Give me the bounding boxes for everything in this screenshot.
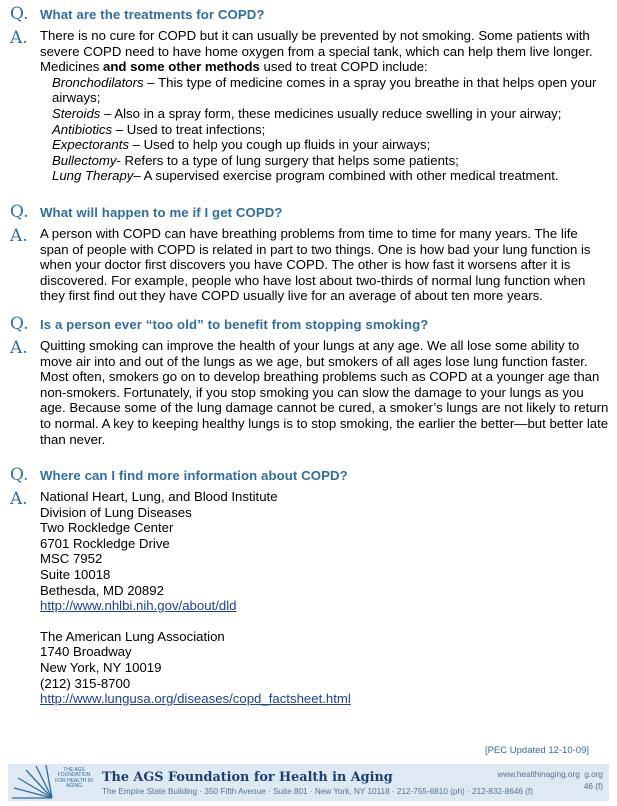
treatment-item: Expectorants – Used to help you cough up fluids in your airways;: [52, 137, 431, 153]
answer-body: Quitting smoking can improve the health of your lungs at any age. We all lose some ability to move air into and out of the lungs as we age, but smokers of all ages lose lung function faster. Most often, smokers go on to develop breathing problems such as COPD at a younger age than non-smokers. Fortunately, if you stop smoking you can slow the damage to your lungs as you age. Because some of the lung damage cannot be cured, a smoker’s lungs are not likely to return to normal. A key to keeping healthy lungs is to stop smoking, the earlier the better—but better late than never.: [40, 338, 609, 447]
phone-number: (212) 315-8700: [40, 675, 131, 691]
question-mark: Q.: [10, 465, 29, 485]
qa-block-prognosis: [10, 202, 609, 304]
answer-mark: A.: [10, 226, 28, 246]
treatment-list: [40, 75, 609, 184]
address-line: Suite 10018: [40, 566, 111, 582]
treatment-item: Steroids – Also in a spray form, these medicines usually reduce swelling in your airway;: [52, 105, 562, 121]
question-mark: Q.: [10, 202, 29, 222]
resource-ala: [40, 629, 351, 707]
footer-fragment: 46 (f): [583, 782, 603, 791]
question-text: What are the treatments for COPD?: [40, 7, 265, 22]
answer-mark: A.: [10, 338, 28, 358]
treatment-item: Lung Therapy– A supervised exercise program combined with other medical treatment.: [52, 168, 559, 184]
org-name: National Heart, Lung, and Blood Institute: [40, 489, 278, 504]
address-line: Two Rockledge Center: [40, 520, 174, 536]
question-text: What will happen to me if I get COPD?: [40, 205, 283, 220]
question-text: Where can I find more information about COPD?: [40, 468, 348, 483]
treatment-item: Antibiotics – Used to treat infections;: [52, 121, 266, 137]
footer-address: The Empire State Building · 350 Fifth Avenue · Suite 801 · New York, NY 10118 · 212-755-6810 (ph) · 212-832-8646 (f): [102, 786, 534, 796]
footer-website[interactable]: www.healthinaging.org: [497, 770, 580, 779]
org-name: The American Lung Association: [40, 628, 225, 644]
qa-block-more-info: [10, 465, 609, 707]
footer-right: [497, 769, 603, 793]
address-line: MSC 7952: [40, 551, 103, 567]
answer-body: There is no cure for COPD but it can usually be prevented by not smoking. Some patients with severe COPD need to have home oxygen from a special tank, which can help them live longer. Medicines and some other methods used to treat COPD include: Bronchodilators – This type of medicine comes in a spray you breathe in that helps open your airways; Steroids – Also in a spray form, these medicines usually reduce swelling in your airway; Antibiotics – Used to treat infections; Expectorants – Used to help you cough up fluids in your airways; Bullectomy- Refers to a type of lung surgery that helps some patients; Lung Therapy– A supervised exercise program combined with other medical treatment.: [40, 28, 609, 184]
resource-nhlbi: [40, 489, 351, 614]
treatment-item: Bronchodilators – This type of medicine comes in a spray you breathe in that helps open your airways;: [52, 74, 597, 106]
address-line: 1740 Broadway: [40, 644, 132, 660]
footer-org-name: The AGS Foundation for Health in Aging: [102, 769, 393, 785]
answer-body: A person with COPD can have breathing problems from time to time for many years. The life span of people with COPD is related in part to two things. One is how bad your lung function is when your doctor first discovers you have COPD. The other is how fast it worsens after it is discovered. For example, people who have lost about two-thirds of normal lung function when they first find out they have COPD usually live for an average of about ten more years.: [40, 226, 591, 304]
footer: [8, 764, 609, 801]
resource-list: [40, 489, 351, 707]
lungusa-link[interactable]: http://www.lungusa.org/diseases/copd_factsheet.html: [40, 691, 351, 707]
ags-logo: [8, 764, 98, 801]
qa-block-too-old: [10, 314, 609, 447]
logo-text: THE AGS FOUNDATION FOR HEALTH IN AGING: [55, 767, 93, 790]
question-mark: Q.: [10, 314, 29, 334]
nhlbi-link[interactable]: http://www.nhlbi.nih.gov/about/dld: [40, 598, 237, 614]
qa-block-treatments: [10, 4, 609, 184]
question-text: Is a person ever “too old” to benefit from stopping smoking?: [40, 317, 429, 332]
address-line: Bethesda, MD 20892: [40, 582, 164, 598]
question-mark: Q.: [10, 4, 29, 24]
answer-mark: A.: [10, 28, 28, 48]
sunburst-icon: [8, 764, 54, 801]
updated-note: [PEC Updated 12-10-09]: [484, 745, 589, 756]
address-line: Division of Lung Diseases: [40, 504, 192, 520]
treatment-item: Bullectomy- Refers to a type of lung surgery that helps some patients;: [52, 152, 459, 168]
footer-fragment: g.org: [584, 770, 603, 779]
address-line: 6701 Rockledge Drive: [40, 535, 170, 551]
address-line: New York, NY 10019: [40, 659, 162, 675]
answer-mark: A.: [10, 489, 28, 509]
